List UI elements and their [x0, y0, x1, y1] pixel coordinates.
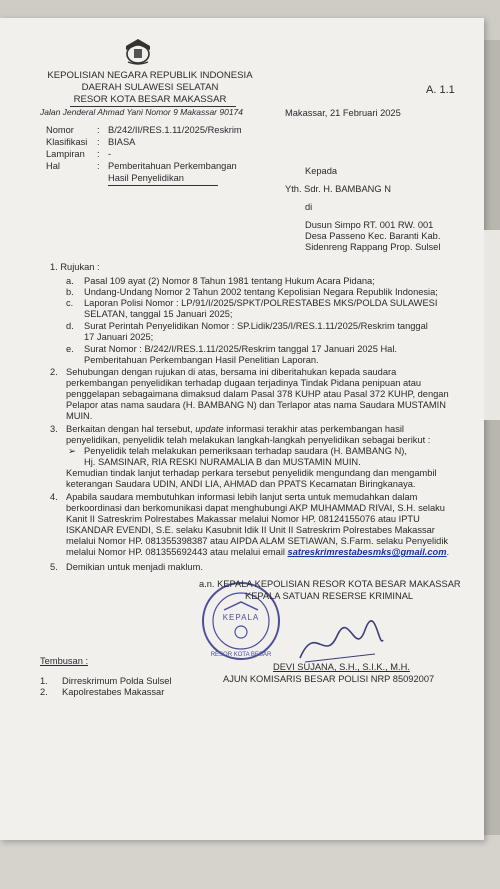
- section-5-number: 5.: [50, 562, 58, 572]
- letterhead-line-2: DAERAH SULAWESI SELATAN: [81, 82, 219, 93]
- recipient-name: Yth. Sdr. H. BAMBANG N: [285, 184, 391, 194]
- section-4-number: 4.: [50, 492, 58, 502]
- recipient-address-3: Sidenreng Rappang Prop. Sulsel: [305, 242, 441, 252]
- section-2-line-2: perkembangan penyelidikan terhadap dugaan terjadinya Tindak Pidana penipuan atau: [66, 378, 422, 388]
- meta-colon: :: [97, 125, 100, 135]
- section-4-line-5: melalui Nomor HP. 081355398387 atau AIPDA ALAM SETIAWAN, S.Farm. selaku Penyelidik: [66, 536, 449, 546]
- section-2-line-4: Pelapor atas nama saudara (H. BAMBANG N) dan Terlapor atas nama Saudara MUSTAMIN: [66, 400, 446, 410]
- section-2-line-1: Sehubungan dengan rujukan di atas, bersama ini diberitahukan kepada saudara: [66, 367, 397, 377]
- rujukan-c-2: SELATAN, tanggal 15 Januari 2025;: [84, 309, 233, 319]
- section-4-line-1: Apabila saudara membutuhkan informasi lebih lanjut serta untuk memudahkan dalam: [66, 492, 418, 502]
- cc-mark-1: 1.: [40, 676, 48, 686]
- section-3-bullet-2: Hj. SAMSINAR, RIA RESKI NURAMALIA B dan MUSTAMIN MUIN.: [84, 457, 361, 467]
- rujukan-mark-d: d.: [66, 321, 74, 331]
- rujukan-d-2: 17 Januari 2025;: [84, 332, 154, 342]
- signature-line-2: KEPALA SATUAN RESERSE KRIMINAL: [245, 591, 414, 601]
- section-3-after-2: keterangan Saudara UDIN, ANDI LIA, AHMAD dan PPATS Kecamatan Biringkanaya.: [66, 479, 416, 489]
- rujukan-e-2: Pemberitahuan Perkembangan Hasil Penelitian Laporan.: [84, 355, 319, 365]
- email-link[interactable]: satreskrimrestabesmks@gmail.com: [287, 547, 447, 557]
- rujukan-e: Surat Nomor : B/242/I/RES.1.11/2025/Reskrim tanggal 17 Januari 2025 Hal.: [84, 344, 397, 354]
- meta-value-hal: Pemberitahuan Perkembangan: [108, 161, 237, 171]
- rujukan-mark-c: c.: [66, 298, 74, 308]
- section-3-after-1: Kemudian tindak lanjut terhadap perkara tersebut penyelidik mengundang dan mengambil: [66, 468, 437, 478]
- recipient-address-1: Dusun Simpo RT. 001 RW. 001: [305, 220, 434, 230]
- signatory-name: DEVI SUJANA, S.H., S.I.K., M.H.: [273, 662, 410, 672]
- meta-label-klasifikasi: Klasifikasi: [46, 137, 88, 147]
- meta-label-hal: Hal: [46, 161, 60, 171]
- letterhead-address: Jalan Jenderal Ahmad Yani Nomor 9 Makassar 90174: [40, 107, 244, 117]
- section-3-line-2: penyelidikan, penyelidik telah melakukan langkah-langkah penyelidikan sebagai berikut :: [66, 435, 431, 445]
- section-4-line-6: melalui Nomor HP. 081355692443 atau melalui email satreskrimrestabesmks@gmail.com.: [66, 547, 450, 557]
- cc-item-2: Kapolrestabes Makassar: [62, 687, 165, 697]
- form-code: A. 1.1: [426, 84, 455, 96]
- rujukan-mark-a: a.: [66, 276, 74, 286]
- recipient-kepada: Kepada: [305, 166, 338, 176]
- section-2-line-5: MUIN.: [66, 411, 93, 421]
- signature-line-1: a.n. KEPALA KEPOLISIAN RESOR KOTA BESAR MAKASSAR: [199, 579, 461, 589]
- stamp-ring-text: RESOR KOTA BESAR: [210, 652, 272, 658]
- section-4-line-2: berkoordinasi dan berkomunikasi dapat menghubungi AKP MUHAMMAD RIVAI, S.H. selaku: [66, 503, 445, 513]
- rujukan-d: Surat Perintah Penyelidikan Nomor : SP.Lidik/235/I/RES.1.11/2025/Reskrim tanggal: [84, 321, 428, 331]
- recipient-di: di: [305, 202, 313, 212]
- section-2-line-3: penggelapan sebagaimana dimaksud dalam Pasal 378 KUHP atau Pasal 372 KUHP, dengan: [66, 389, 449, 399]
- meta-value-hal-2: Hasil Penyelidikan: [108, 173, 184, 183]
- rujukan-a: Pasal 109 ayat (2) Nomor 8 Tahun 1981 tentang Hukum Acara Pidana;: [84, 276, 375, 286]
- cc-mark-2: 2.: [40, 687, 48, 697]
- rujukan-mark-e: e.: [66, 344, 74, 354]
- section-3-number: 3.: [50, 424, 58, 434]
- hal-underline: [108, 185, 218, 186]
- bullet-arrow-icon: ➢: [68, 446, 76, 456]
- meta-colon: :: [97, 149, 100, 159]
- cc-item-1: Dirreskrimum Polda Sulsel: [62, 676, 172, 686]
- letterhead-line-3: RESOR KOTA BESAR MAKASSAR: [73, 94, 227, 105]
- section-3-bullet-1: Penyelidik telah melakukan pemeriksaan terhadap saudara (H. BAMBANG N),: [84, 446, 407, 456]
- rujukan-b: Undang-Undang Nomor 2 Tahun 2002 tentang Kepolisian Negara Republik Indonesia;: [84, 287, 438, 297]
- letter-date: Makassar, 21 Februari 2025: [285, 108, 401, 118]
- recipient-address-2: Desa Passeno Kec. Baranti Kab.: [305, 231, 441, 241]
- letterhead-line-1: KEPOLISIAN NEGARA REPUBLIK INDONESIA: [47, 70, 253, 81]
- section-4-line-3: Kanit II Satreskrim Polrestabes Makassar melalui Nomor HP. 08124155076 atau IPTU: [66, 514, 420, 524]
- signatory-rank: AJUN KOMISARIS BESAR POLISI NRP 85092007: [223, 674, 435, 684]
- meta-colon: :: [97, 137, 100, 147]
- section-4-line-4: ISKANDAR EVENDI, S.E. selaku Kasubnit Idik II Unit II Satreskrim Polrestabes Makassar: [66, 525, 435, 535]
- section-5-text: Demikian untuk menjadi maklum.: [66, 562, 203, 572]
- meta-value-nomor: B/242/II/RES.1.11/2025/Reskrim: [108, 125, 242, 135]
- meta-colon: :: [97, 161, 100, 171]
- meta-label-lampiran: Lampiran: [46, 149, 85, 159]
- background-bottom: [0, 835, 500, 889]
- adjacent-sheet-edge: [484, 230, 500, 420]
- stamp-text: KEPALA: [222, 613, 260, 622]
- rujukan-c: Laporan Polisi Nomor : LP/91/I/2025/SPKT/POLRESTABES MKS/POLDA SULAWESI: [84, 298, 438, 308]
- meta-value-klasifikasi: BIASA: [108, 137, 136, 147]
- section-1-heading: 1. Rujukan :: [50, 262, 100, 272]
- meta-label-nomor: Nomor: [46, 125, 74, 135]
- cc-heading: Tembusan :: [40, 656, 89, 666]
- section-2-number: 2.: [50, 367, 58, 377]
- section-3-line-1: Berkaitan dengan hal tersebut, update informasi terakhir atas perkembangan hasil: [66, 424, 405, 434]
- meta-value-lampiran: -: [108, 149, 112, 159]
- update-word: update: [195, 424, 224, 434]
- signature-icon: [295, 618, 385, 668]
- rujukan-mark-b: b.: [66, 287, 74, 297]
- police-emblem-icon: [122, 36, 154, 66]
